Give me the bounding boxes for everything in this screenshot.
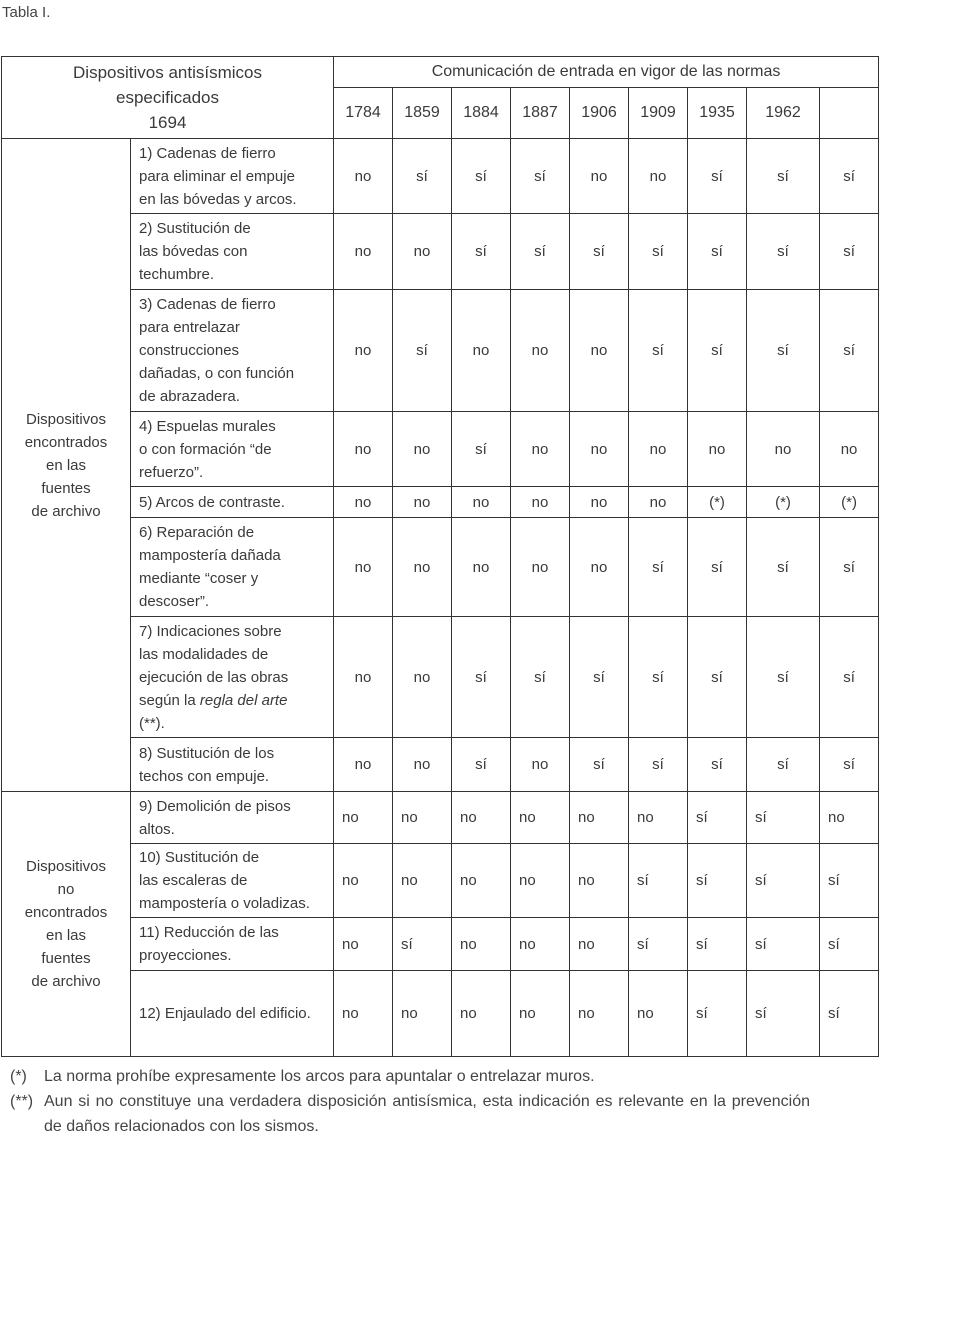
value-cell: sí	[688, 214, 747, 290]
value-cell: no	[452, 487, 511, 518]
value-cell: sí	[688, 518, 747, 617]
value-cell: no	[511, 792, 570, 844]
value-cell: no	[334, 518, 393, 617]
device-description	[131, 214, 334, 290]
description-line: 7) Indicaciones sobre	[139, 622, 282, 640]
corner-header	[2, 57, 334, 139]
value-cell: sí	[511, 214, 570, 290]
value-cell: sí	[747, 792, 820, 844]
group-label	[2, 139, 131, 792]
description-line: (**).	[139, 714, 165, 732]
description-line: mampostería o voladizas.	[139, 895, 310, 912]
year-header: 1962	[747, 88, 820, 139]
group-label-line: en las	[45, 456, 87, 474]
value-cell: sí	[820, 518, 879, 617]
table-row	[2, 412, 879, 487]
value-cell: sí	[747, 738, 820, 792]
table-caption: Tabla I.	[2, 4, 51, 21]
value-cell: no	[511, 290, 570, 412]
value-cell: sí	[688, 738, 747, 792]
footnote-text: La norma prohíbe expresamente los arcos para apuntalar o entrelazar muros.	[44, 1068, 595, 1085]
footnote	[10, 1064, 810, 1089]
norms-table	[1, 56, 879, 1057]
value-cell: sí	[570, 214, 629, 290]
value-cell: no	[629, 487, 688, 518]
description-line: mampostería dañada	[139, 547, 281, 564]
value-cell: sí	[452, 617, 511, 738]
value-cell: no	[570, 792, 629, 844]
value-cell: no	[334, 617, 393, 738]
year-header: 1859	[393, 88, 452, 139]
group-label-line: Dispositivos	[25, 410, 107, 428]
corner-line: especificados	[116, 88, 220, 107]
value-cell: no	[393, 412, 452, 487]
description-line: refuerzo”.	[139, 463, 204, 481]
device-description	[131, 518, 334, 617]
value-cell: no	[570, 487, 629, 518]
value-cell: sí	[393, 290, 452, 412]
value-cell: sí	[820, 918, 879, 971]
span-header: Comunicación de entrada en vigor de las normas	[334, 57, 879, 88]
value-cell: no	[570, 290, 629, 412]
table-row	[2, 738, 879, 792]
value-cell: sí	[452, 214, 511, 290]
value-cell: no	[393, 214, 452, 290]
value-cell: no	[452, 518, 511, 617]
value-cell: sí	[629, 518, 688, 617]
corner-line: 1694	[148, 113, 187, 132]
value-cell: no	[452, 844, 511, 918]
value-cell: no	[570, 412, 629, 487]
value-cell: sí	[452, 412, 511, 487]
value-cell: sí	[511, 617, 570, 738]
table-row	[2, 214, 879, 290]
table-row	[2, 139, 879, 214]
value-cell: no	[334, 412, 393, 487]
value-cell: sí	[820, 214, 879, 290]
value-cell: no	[334, 918, 393, 971]
value-cell: no	[570, 139, 629, 214]
description-line: ejecución de las obras	[139, 668, 289, 686]
description-line: construcciones	[139, 342, 240, 359]
description-line: 5) Arcos de contraste.	[139, 493, 285, 511]
device-description	[131, 792, 334, 844]
group-label-line: de archivo	[31, 973, 101, 990]
description-line: 12) Enjaulado del edificio.	[139, 1005, 311, 1022]
description-line: techumbre.	[139, 266, 215, 283]
value-cell: no	[570, 918, 629, 971]
description-line: 1) Cadenas de fierro	[139, 144, 276, 162]
value-cell: no	[511, 844, 570, 918]
value-cell: no	[334, 139, 393, 214]
value-cell: sí	[747, 617, 820, 738]
value-cell: no	[570, 844, 629, 918]
value-cell: no	[334, 971, 393, 1057]
value-cell: no	[629, 792, 688, 844]
description-line: 10) Sustitución de	[139, 849, 260, 866]
description-line: 2) Sustitución de	[139, 220, 251, 237]
value-cell: no	[629, 412, 688, 487]
table-row	[2, 487, 879, 518]
value-cell: sí	[688, 844, 747, 918]
value-cell: sí	[688, 617, 747, 738]
value-cell: no	[452, 918, 511, 971]
value-cell: sí	[688, 792, 747, 844]
group-label-line: no	[57, 881, 75, 898]
value-cell: sí	[688, 139, 747, 214]
value-cell: (*)	[747, 487, 820, 518]
description-line: proyecciones.	[139, 947, 232, 964]
footnote-text: Aun si no constituye una verdadera disposición antisísmica, esta indicación es relevante en la prevención de daños relacionados con los sismos.	[44, 1093, 810, 1135]
table-row	[2, 792, 879, 844]
value-cell: no	[511, 412, 570, 487]
value-cell: no	[334, 844, 393, 918]
value-cell: no	[511, 518, 570, 617]
value-cell: no	[393, 844, 452, 918]
device-description	[131, 971, 334, 1057]
device-description	[131, 290, 334, 412]
value-cell: sí	[629, 290, 688, 412]
year-header: 1906	[570, 88, 629, 139]
value-cell: no	[334, 487, 393, 518]
value-cell: sí	[570, 738, 629, 792]
value-cell: no	[511, 738, 570, 792]
value-cell: sí	[820, 738, 879, 792]
year-header: 1887	[511, 88, 570, 139]
value-cell: sí	[452, 738, 511, 792]
value-cell: no	[511, 487, 570, 518]
group-label-line: fuentes	[41, 950, 91, 967]
description-line: 11) Reducción de las	[139, 924, 279, 941]
description-italic: regla del arte	[199, 691, 288, 709]
value-cell: sí	[747, 518, 820, 617]
description-line: en las bóvedas y arcos.	[139, 190, 297, 208]
description-line: 8) Sustitución de los	[139, 744, 275, 762]
value-cell: sí	[629, 844, 688, 918]
year-header	[820, 88, 879, 139]
value-cell: sí	[820, 971, 879, 1057]
value-cell: no	[334, 792, 393, 844]
value-cell: sí	[820, 139, 879, 214]
description-line: las bóvedas con	[139, 243, 248, 260]
value-cell: sí	[820, 290, 879, 412]
footnotes	[10, 1064, 810, 1139]
year-header: 1884	[452, 88, 511, 139]
value-cell: no	[393, 971, 452, 1057]
value-cell: no	[393, 518, 452, 617]
description-line: 6) Reparación de	[139, 524, 255, 541]
value-cell: no	[511, 918, 570, 971]
value-cell: no	[511, 971, 570, 1057]
table-row	[2, 918, 879, 971]
value-cell: no	[452, 792, 511, 844]
value-cell: sí	[747, 139, 820, 214]
table-row	[2, 290, 879, 412]
device-description	[131, 738, 334, 792]
value-cell: no	[334, 214, 393, 290]
description-line: para eliminar el empuje	[139, 167, 295, 185]
value-cell: no	[570, 518, 629, 617]
value-cell: no	[629, 971, 688, 1057]
value-cell: no	[334, 290, 393, 412]
value-cell: sí	[629, 214, 688, 290]
value-cell: sí	[629, 738, 688, 792]
group-label-line: encontrados	[24, 904, 108, 921]
device-description	[131, 139, 334, 214]
value-cell: no	[393, 487, 452, 518]
value-cell: no	[747, 412, 820, 487]
value-cell: sí	[570, 617, 629, 738]
description-line: las modalidades de	[139, 645, 269, 663]
value-cell: sí	[820, 844, 879, 918]
value-cell: sí	[629, 617, 688, 738]
description-line: mediante “coser y	[139, 570, 259, 587]
group-label-line: de archivo	[31, 502, 101, 520]
footnote-mark: (**)	[10, 1093, 34, 1110]
value-cell: no	[393, 738, 452, 792]
table-row	[2, 971, 879, 1057]
value-cell: no	[452, 971, 511, 1057]
value-cell: sí	[511, 139, 570, 214]
value-cell: no	[452, 290, 511, 412]
value-cell: sí	[688, 290, 747, 412]
value-cell: no	[570, 971, 629, 1057]
value-cell: no	[393, 792, 452, 844]
table-row	[2, 844, 879, 918]
value-cell: sí	[688, 971, 747, 1057]
device-description	[131, 617, 334, 738]
value-cell: (*)	[820, 487, 879, 518]
group-label-line: en las	[45, 927, 87, 944]
value-cell: sí	[747, 844, 820, 918]
description-line: descoser”.	[139, 593, 210, 610]
device-description	[131, 487, 334, 518]
description-line: o con formación “de	[139, 440, 272, 458]
year-header: 1784	[334, 88, 393, 139]
value-cell: sí	[452, 139, 511, 214]
group-label-line: fuentes	[41, 479, 91, 497]
footnote	[10, 1089, 810, 1139]
description-line: 9) Demolición de pisos	[139, 797, 291, 815]
device-description	[131, 844, 334, 918]
group-label-line: encontrados	[24, 433, 108, 451]
value-cell: sí	[747, 214, 820, 290]
value-cell: sí	[820, 617, 879, 738]
device-description	[131, 412, 334, 487]
value-cell: no	[820, 412, 879, 487]
description-line: altos.	[139, 820, 175, 838]
description-line: las escaleras de	[139, 872, 248, 889]
value-cell: sí	[629, 918, 688, 971]
description-line: 3) Cadenas de fierro	[139, 296, 276, 313]
value-cell: sí	[747, 971, 820, 1057]
description-line: techos con empuje.	[139, 767, 270, 785]
value-cell: no	[334, 738, 393, 792]
description-text: según la	[139, 691, 200, 709]
description-line: de abrazadera.	[139, 388, 240, 405]
group-label-line: Dispositivos	[25, 858, 107, 875]
year-header: 1935	[688, 88, 747, 139]
table-row	[2, 617, 879, 738]
value-cell: no	[393, 617, 452, 738]
value-cell: sí	[747, 918, 820, 971]
footnote-mark: (*)	[10, 1068, 27, 1085]
value-cell: no	[820, 792, 879, 844]
year-header: 1909	[629, 88, 688, 139]
corner-line: Dispositivos antisísmicos	[73, 63, 262, 82]
description-line	[139, 689, 329, 712]
device-description	[131, 918, 334, 971]
description-line: 4) Espuelas murales	[139, 417, 276, 435]
value-cell: sí	[747, 290, 820, 412]
description-line: dañadas, o con función	[139, 365, 295, 382]
value-cell: no	[688, 412, 747, 487]
table-row	[2, 518, 879, 617]
value-cell: no	[629, 139, 688, 214]
value-cell: sí	[393, 139, 452, 214]
value-cell: (*)	[688, 487, 747, 518]
group-label	[2, 792, 131, 1057]
value-cell: sí	[393, 918, 452, 971]
value-cell: sí	[688, 918, 747, 971]
description-line: para entrelazar	[139, 319, 240, 336]
